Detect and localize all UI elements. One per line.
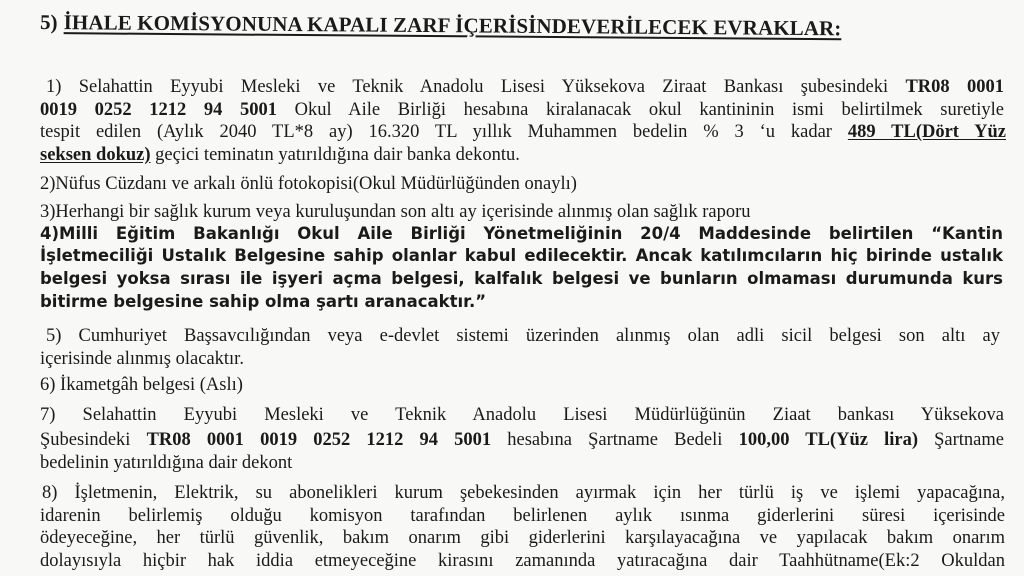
item-5-line-2: içerisinde alınmış olacaktır. <box>40 349 244 369</box>
item-8-line-1: 8) İşletmenin, Elektrik, su abonelikleri kurum şebekesinden ayırmak için her türlü iş ve işlemi yapacağına, <box>42 483 1005 503</box>
item-7-line-3: bedelinin yatırıldığına dair dekont <box>40 453 293 473</box>
section-number: 5) <box>39 10 58 35</box>
item-8-line-4: dolayısıyla hiçbir hak iddia etmeyeceğine kirasını zamanında yatıracağına dair Taahhütname(Ek:2 Okuldan <box>40 551 1005 571</box>
item-2: 2)Nüfus Cüzdanı ve arkalı önlü fotokopisi(Okul Müdürlüğünden onaylı) <box>40 174 577 194</box>
item-4-line-1: 4)Milli Eğitim Bakanlığı Okul Aile Birliği Yönetmeliğinin 20/4 Maddesinde belirtilen “Kantin <box>40 224 1003 243</box>
item-1-guarantee-amount: 489 TL(Dört Yüz <box>847 122 1007 142</box>
item-7-line-1: 7) Selahattin Eyyubi Mesleki ve Teknik Anadolu Lisesi Müdürlüğünün Ziaat bankası Yüksekova <box>40 405 1004 425</box>
item-1-line-4: seksen dokuz) geçici teminatın yatırıldığına dair banka dekontu. <box>40 145 520 165</box>
item-1-iban-rest: 0019 0252 1212 94 5001 <box>40 100 277 120</box>
item-1-line-3: tespit edilen (Aylık 2040 TL*8 ay) 16.320 TL yıllık Muhammen bedelin % 3 ‘u kadar 489 TL(Dört Yüz <box>40 122 1007 142</box>
section-title: İHALE KOMİSYONUNA KAPALI ZARF İÇERİSİNDEVERİLECEK EVRAKLAR: <box>63 10 842 41</box>
section-heading <box>40 10 842 41</box>
item-1-line-1: 1) Selahattin Eyyubi Mesleki ve Teknik Anadolu Lisesi Yüksekova Ziraat Bankası şubesindeki TR08 0001 <box>46 77 1005 97</box>
item-6: 6) İkametgâh belgesi (Aslı) <box>40 375 243 395</box>
item-5-line-1: 5) Cumhuriyet Başsavcılığından veya e-devlet sistemi üzerinden alınmış olan adli sicil belgesi son altı ay <box>46 326 1000 346</box>
item-3: 3)Herhangi bir sağlık kurum veya kuruluşundan son altı ay içerisinde alınmış olan sağlık raporu <box>40 202 751 222</box>
item-1-iban-part: TR08 0001 <box>905 77 1005 97</box>
item-8-line-3: ödeyeceğine, her türlü güvenlik, bakım onarım gibi giderlerini karşılayacağına ve yapılacak bakım onarım <box>40 528 1005 548</box>
item-8-line-2: idarenin belirlemiş olduğu komisyon tarafından belirlenen aylık ısınma giderlerini süresi içerisinde <box>40 506 1005 526</box>
item-7-fee: 100,00 TL(Yüz lira) <box>738 430 918 450</box>
item-1-guarantee-amount-rest: seksen dokuz) <box>40 145 151 165</box>
item-7-iban: TR08 0001 0019 0252 1212 94 5001 <box>146 430 492 450</box>
item-4-line-3: belgesi yoksa sırası ile işyeri açma belgesi, kalfalık belgesi ve bunların olmaması durumunda kurs <box>40 269 1003 288</box>
item-4-line-2: İşletmeciliği Ustalık Belgesine sahip olanlar kabul edilecektir. Ancak katılımcıların hiç birinde ustalık <box>40 246 1003 265</box>
item-4-line-4: bitirme belgesine sahip olma şartı aranacaktır.” <box>40 292 487 311</box>
item-1-line-2: 0019 0252 1212 94 5001 Okul Aile Birliği hesabına kiralanacak okul kantininin ismi belirtilmek suretiyle <box>40 100 1005 120</box>
item-7-line-2: Şubesindeki TR08 0001 0019 0252 1212 94 5001 hesabına Şartname Bedeli 100,00 TL(Yüz lira) Şartname <box>40 430 1004 450</box>
